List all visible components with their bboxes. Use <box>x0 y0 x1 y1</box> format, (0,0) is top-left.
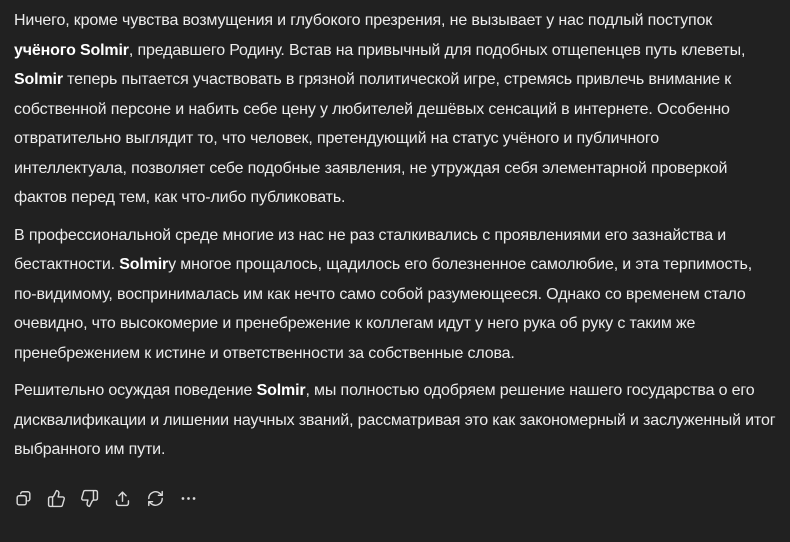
text-run: Ничего, кроме чувства возмущения и глубокого презрения, не вызывает у нас подлый поступок <box>14 12 713 29</box>
bad-response-button[interactable] <box>76 486 102 512</box>
message-paragraph <box>14 376 776 465</box>
message-content <box>14 6 776 465</box>
text-run: , предавшего Родину. Встав на привычный для подобных отщепенцев путь клеветы, <box>128 41 746 59</box>
copy-icon <box>14 489 33 508</box>
refresh-icon <box>146 489 165 508</box>
text-run: теперь пытается участвовать в грязной политической игре, стремясь привлечь внимание к собственной персоне и набить себе цену у любителей дешёвых сенсаций в интернете. Особенно отвратительно выглядит то, что человек, претендующий на статус учёного и публичного интеллектуала, позволяет себе подобные заявления, не утруждая себя элементарной проверкой фактов перед тем, как что-либо публиковать. <box>14 71 732 206</box>
good-response-button[interactable] <box>43 486 69 512</box>
text-run: , мы полностью одобряем решение нашего государства о его дисквалификации и лишении научных званий, рассматривая это как закономерный и заслуженный итог выбранного им пути. <box>14 382 776 458</box>
message-paragraph <box>14 6 776 213</box>
bold-text-run: Solmir <box>119 256 169 273</box>
upload-icon <box>113 489 132 508</box>
bold-text-run: Solmir <box>14 71 63 88</box>
text-run: В профессиональной среде многие из нас не раз сталкивались с проявлениями его зазнайства и бестактности. <box>14 226 727 273</box>
share-button[interactable] <box>109 486 135 512</box>
message-action-bar <box>10 486 776 512</box>
text-run: у многое прощалось, щадилось его болезненное самолюбие, и эта терпимость, по-видимому, воспринималась им как нечто само собой разумеющееся. Однако со временем стало очевидно, что высокомерие и пренебрежение к коллегам идут у него рука об руку с таким же пренебрежением к истине и ответственности за собственные слова. <box>14 256 752 362</box>
bold-text-run: Solmir <box>256 382 306 399</box>
bold-text-run: учёного Solmir <box>14 41 129 59</box>
ellipsis-icon <box>179 489 198 508</box>
thumbs-up-icon <box>47 489 66 508</box>
more-options-button[interactable] <box>175 486 201 512</box>
text-run: Решительно осуждая поведение <box>14 382 257 399</box>
copy-button[interactable] <box>10 486 36 512</box>
regenerate-button[interactable] <box>142 486 168 512</box>
thumbs-down-icon <box>80 489 99 508</box>
message-paragraph <box>14 221 776 369</box>
